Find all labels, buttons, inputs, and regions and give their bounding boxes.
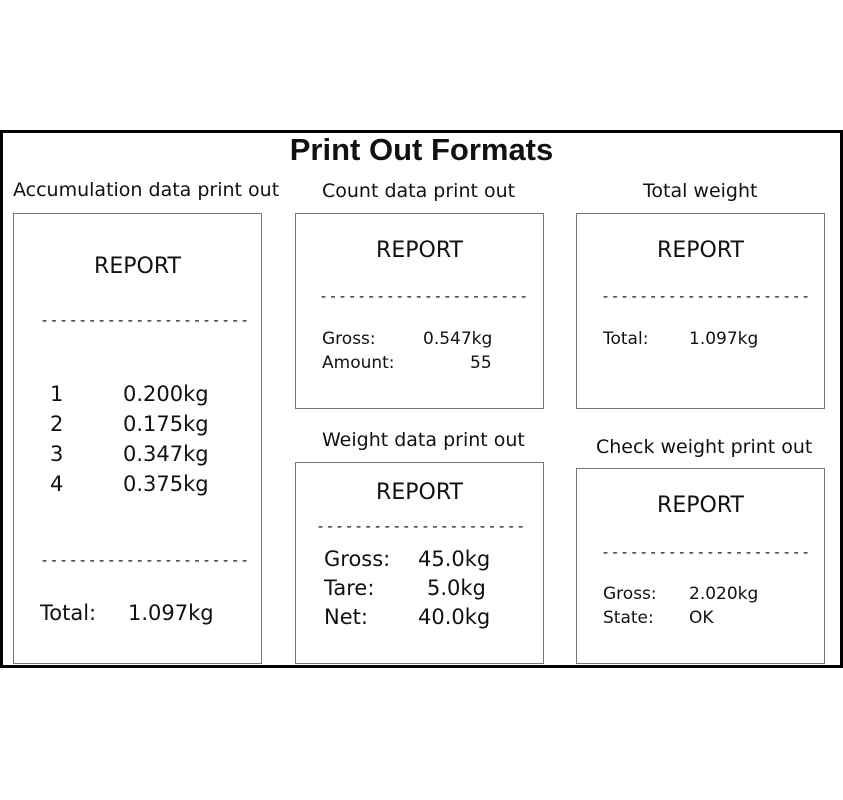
- accumulation-section-title: Accumulation data print out: [13, 179, 280, 201]
- state-label: State:: [603, 608, 654, 628]
- check-weight-section-title: Check weight print out: [596, 436, 813, 458]
- total-value: 1.097kg: [128, 601, 214, 625]
- accumulation-row: [50, 382, 250, 406]
- amount-row: [322, 353, 522, 373]
- row-value: 0.200kg: [123, 382, 209, 406]
- tare-row: [324, 576, 524, 600]
- count-report-card: [295, 213, 544, 409]
- weight-report-card: [295, 462, 544, 664]
- weight-section-title: Weight data print out: [322, 429, 525, 451]
- gross-row: [322, 329, 522, 349]
- gross-row: [603, 584, 803, 604]
- gross-label: Gross:: [322, 329, 376, 349]
- tare-label: Tare:: [324, 576, 375, 600]
- accumulation-report-card: [13, 213, 262, 664]
- gross-label: Gross:: [324, 547, 391, 571]
- count-section-title: Count data print out: [322, 180, 516, 202]
- amount-label: Amount:: [322, 353, 395, 373]
- tare-value: 5.0kg: [427, 576, 486, 600]
- accumulation-row: [50, 472, 250, 496]
- check-weight-report-card: [576, 468, 825, 664]
- row-value: 0.175kg: [123, 412, 209, 436]
- total-row: [40, 601, 250, 625]
- gross-value: 2.020kg: [689, 584, 759, 604]
- row-value: 0.347kg: [123, 442, 209, 466]
- net-row: [324, 605, 524, 629]
- total-label: Total:: [40, 601, 97, 625]
- report-divider: ----------------------: [601, 543, 811, 561]
- row-value: 0.375kg: [123, 472, 209, 496]
- net-value: 40.0kg: [418, 605, 491, 629]
- gross-value: 0.547kg: [423, 329, 493, 349]
- state-row: [603, 608, 803, 628]
- report-divider: ----------------------: [316, 517, 526, 535]
- total-weight-section-title: Total weight: [643, 180, 758, 202]
- report-heading: REPORT: [94, 254, 181, 279]
- page-title: Print Out Formats: [289, 132, 554, 167]
- accumulation-row: [50, 442, 250, 466]
- report-divider: ----------------------: [601, 287, 811, 305]
- accumulation-row: [50, 412, 250, 436]
- row-index: 1: [50, 382, 64, 406]
- total-weight-report-card: [576, 213, 825, 409]
- total-row: [603, 329, 803, 349]
- gross-label: Gross:: [603, 584, 657, 604]
- total-label: Total:: [603, 329, 649, 349]
- row-index: 3: [50, 442, 64, 466]
- amount-value: 55: [470, 353, 492, 373]
- report-heading: REPORT: [376, 480, 463, 505]
- total-value: 1.097kg: [689, 329, 759, 349]
- report-heading: REPORT: [657, 493, 744, 518]
- report-heading: REPORT: [376, 238, 463, 263]
- state-value: OK: [689, 608, 714, 628]
- report-heading: REPORT: [657, 238, 744, 263]
- report-divider: ----------------------: [319, 287, 529, 305]
- net-label: Net:: [324, 605, 368, 629]
- report-divider: ----------------------: [40, 551, 250, 569]
- row-index: 2: [50, 412, 64, 436]
- gross-value: 45.0kg: [418, 547, 491, 571]
- gross-row: [324, 547, 524, 571]
- row-index: 4: [50, 472, 64, 496]
- report-divider: ----------------------: [40, 311, 250, 329]
